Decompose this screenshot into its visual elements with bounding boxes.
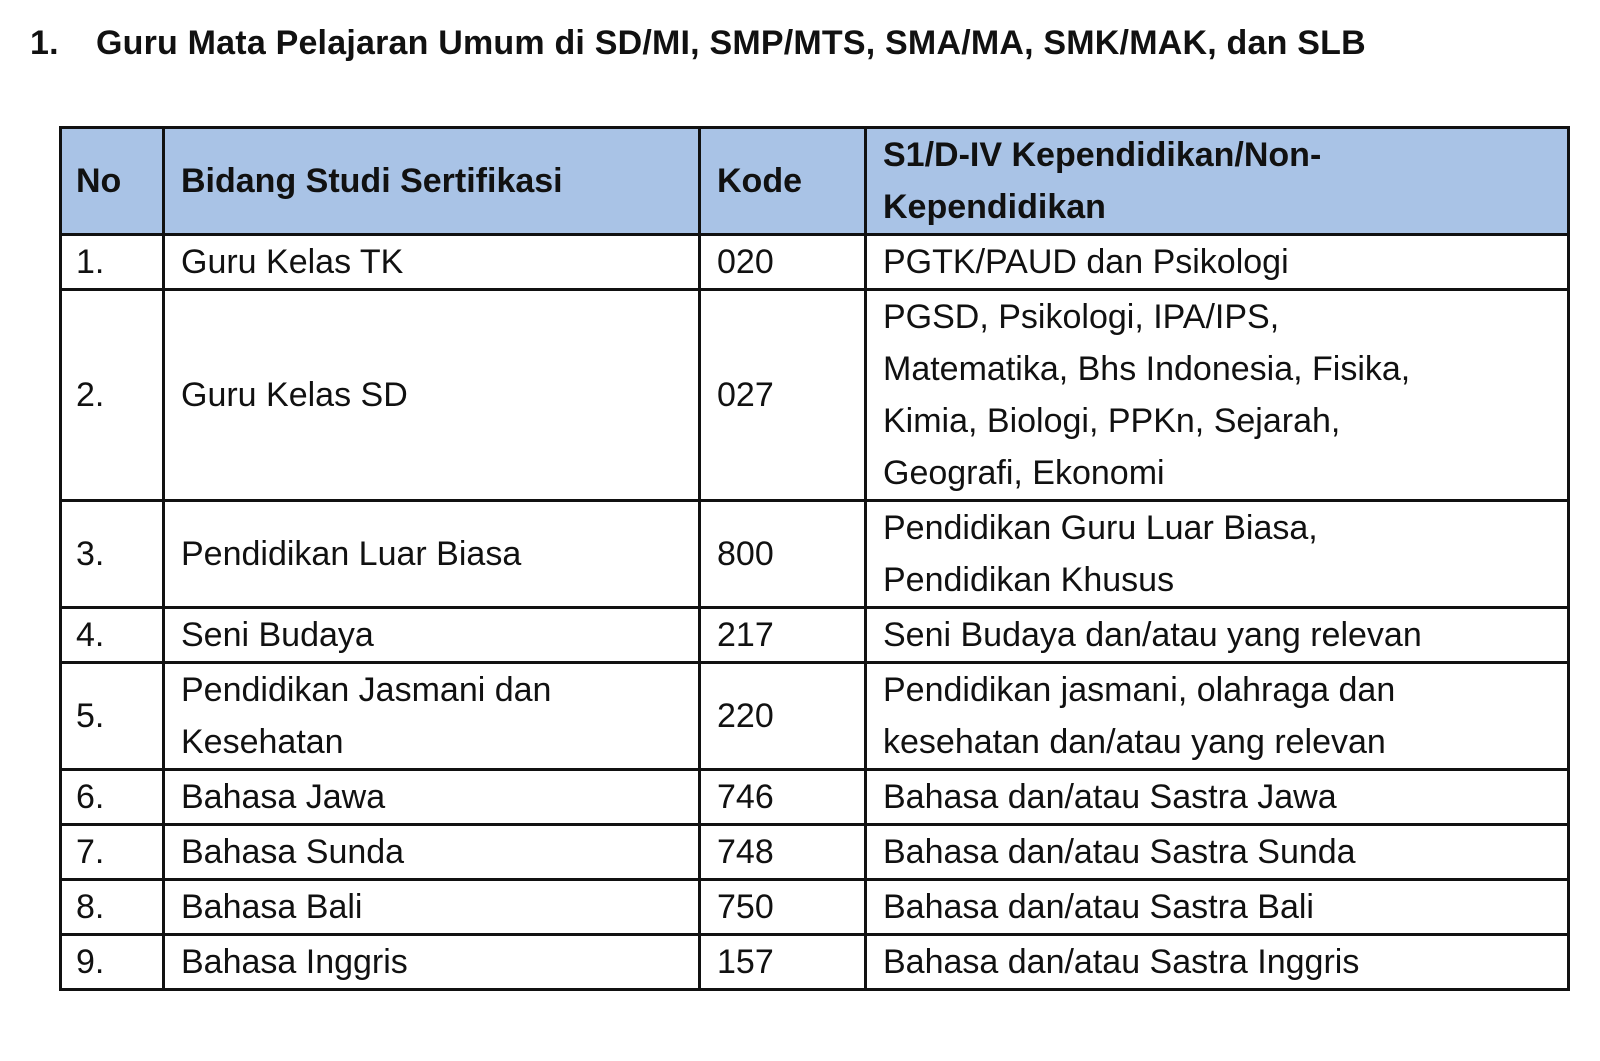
cell-kualifikasi: Bahasa dan/atau Sastra Inggris (866, 935, 1569, 990)
header-kode: Kode (700, 128, 866, 235)
cell-kualifikasi: Pendidikan jasmani, olahraga dan kesehatan dan/atau yang relevan (866, 663, 1569, 770)
cell-kode: 220 (700, 663, 866, 770)
cell-no: 7. (61, 825, 164, 880)
cell-no: 5. (61, 663, 164, 770)
cell-kualifikasi: Pendidikan Guru Luar Biasa, Pendidikan Khusus (866, 501, 1569, 608)
header-no: No (61, 128, 164, 235)
table-row (61, 290, 1569, 501)
cell-bidang-studi: Bahasa Sunda (164, 825, 700, 880)
table-row (61, 935, 1569, 990)
cell-bidang-studi: Guru Kelas TK (164, 235, 700, 290)
cell-bidang-studi: Guru Kelas SD (164, 290, 700, 501)
table-row (61, 770, 1569, 825)
header-bidang-studi: Bidang Studi Sertifikasi (164, 128, 700, 235)
cell-kode: 748 (700, 825, 866, 880)
cell-no: 2. (61, 290, 164, 501)
cell-no: 3. (61, 501, 164, 608)
cell-kualifikasi: Bahasa dan/atau Sastra Jawa (866, 770, 1569, 825)
cell-kode: 020 (700, 235, 866, 290)
cell-no: 1. (61, 235, 164, 290)
cell-kualifikasi: Bahasa dan/atau Sastra Bali (866, 880, 1569, 935)
cell-kualifikasi: PGTK/PAUD dan Psikologi (866, 235, 1569, 290)
cell-bidang-studi: Bahasa Jawa (164, 770, 700, 825)
table-row (61, 880, 1569, 935)
cell-bidang-studi: Bahasa Bali (164, 880, 700, 935)
cell-bidang-studi: Pendidikan Luar Biasa (164, 501, 700, 608)
header-kualifikasi: S1/D-IV Kependidikan/Non- Kependidikan (866, 128, 1569, 235)
table-row (61, 608, 1569, 663)
table-body (61, 235, 1569, 990)
cell-no: 9. (61, 935, 164, 990)
cell-kualifikasi: Bahasa dan/atau Sastra Sunda (866, 825, 1569, 880)
cell-kode: 750 (700, 880, 866, 935)
certification-table (59, 126, 1570, 991)
cell-kualifikasi: Seni Budaya dan/atau yang relevan (866, 608, 1569, 663)
cell-kode: 746 (700, 770, 866, 825)
cell-kualifikasi: PGSD, Psikologi, IPA/IPS, Matematika, Bhs Indonesia, Fisika, Kimia, Biologi, PPKn, Sejarah, Geografi, Ekonomi (866, 290, 1569, 501)
page-heading (30, 24, 1366, 63)
cell-bidang-studi: Bahasa Inggris (164, 935, 700, 990)
cell-kode: 027 (700, 290, 866, 501)
table-header (61, 128, 1569, 235)
cell-kode: 157 (700, 935, 866, 990)
table-row (61, 501, 1569, 608)
cell-no: 4. (61, 608, 164, 663)
table-row (61, 235, 1569, 290)
table-row (61, 825, 1569, 880)
heading-number: 1. (30, 24, 59, 62)
cell-no: 8. (61, 880, 164, 935)
cell-no: 6. (61, 770, 164, 825)
cell-bidang-studi: Pendidikan Jasmani dan Kesehatan (164, 663, 700, 770)
table-row (61, 663, 1569, 770)
cell-kode: 800 (700, 501, 866, 608)
heading-text: Guru Mata Pelajaran Umum di SD/MI, SMP/MTS, SMA/MA, SMK/MAK, dan SLB (96, 24, 1366, 62)
header-row (61, 128, 1569, 235)
cell-kode: 217 (700, 608, 866, 663)
cell-bidang-studi: Seni Budaya (164, 608, 700, 663)
